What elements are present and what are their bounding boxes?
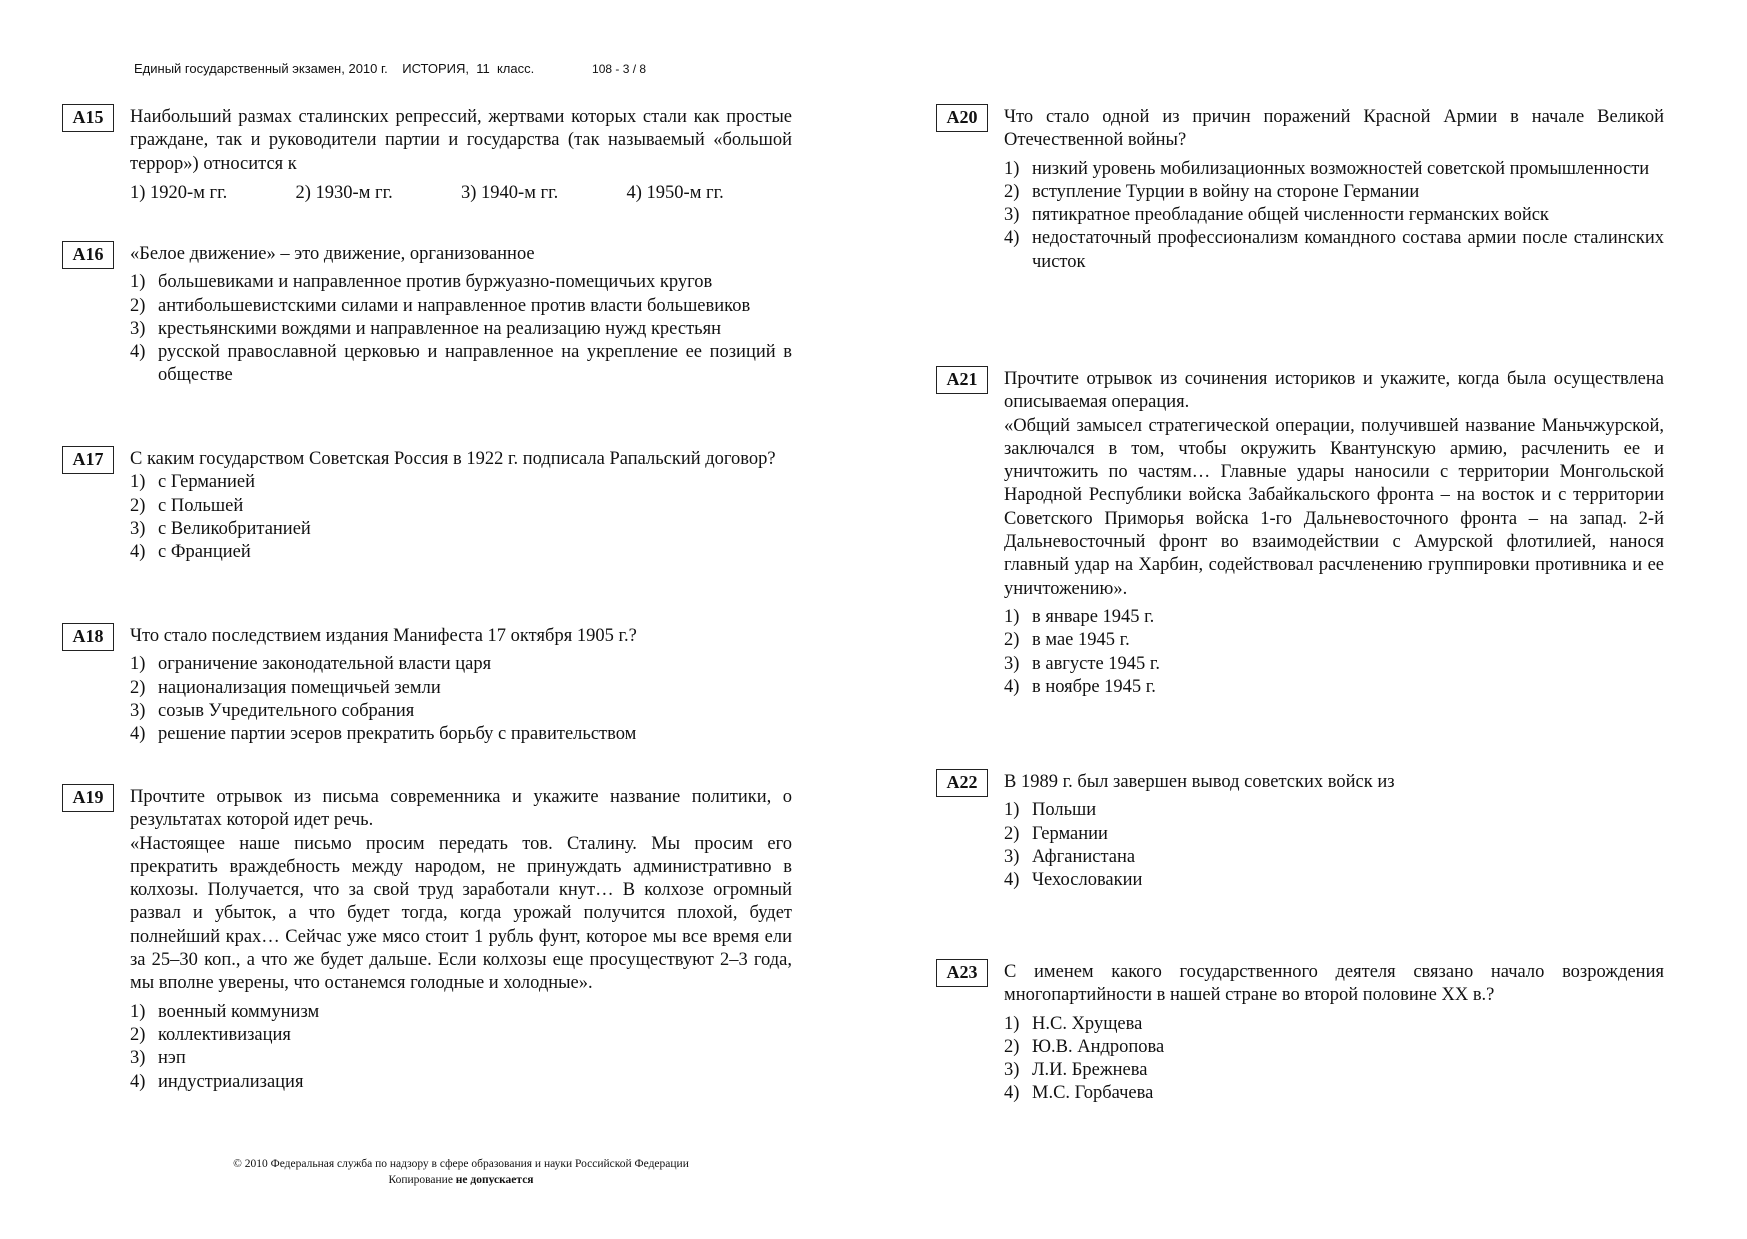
option: 3) 1940-м гг. xyxy=(461,182,559,203)
options-list xyxy=(1004,158,1664,274)
option: 1) низкий уровень мобилизационных возможностей советской промышленности xyxy=(1004,158,1650,179)
option: 4) Чехословакии xyxy=(1004,870,1143,891)
copyright-text: © 2010 Федеральная служба по надзору в сфере образования и науки Российской Федерации xyxy=(233,1158,689,1170)
options-list xyxy=(130,271,792,387)
option: 3) нэп xyxy=(130,1048,186,1069)
question-body xyxy=(130,243,792,388)
question-text: В 1989 г. был завершен вывод советских войск из xyxy=(1004,772,1395,792)
question-number: A16 xyxy=(62,241,114,269)
exam-title: Единый государственный экзамен, 2010 г. xyxy=(134,61,388,76)
options-list xyxy=(130,1001,792,1094)
option: 1) 1920-м гг. xyxy=(130,182,228,203)
option: 2) Германии xyxy=(1004,823,1108,844)
option: 3) с Великобританией xyxy=(130,518,311,539)
page-footer xyxy=(196,1156,726,1188)
question-number: A19 xyxy=(62,784,114,812)
question-number: A18 xyxy=(62,623,114,651)
question-number: A15 xyxy=(62,104,114,132)
question-text: Что стало одной из причин поражений Красной Армии в начале Великой Отечественной войны? xyxy=(1004,107,1664,151)
option: 4) решение партии эсеров прекратить борьбу с правительством xyxy=(130,724,637,745)
option: 2) национализация помещичьей земли xyxy=(130,677,441,698)
options-list xyxy=(130,471,792,564)
question-quote: «Общий замысел стратегической операции, получившей название Маньчжурской, заключался в том, чтобы окружить Квантунскую армию, расчленить ее и уничтожить по частям… Главные удары наносили с территории Монгольской Народной Республики войска Забайкальского фронта – на восток и с территории Советского Приморья войска 1-го Дальневосточного фронта – на запад. 2-й Дальневосточный фронт во взаимодействии с Амурской флотилией, нанося главный удар на Харбин, содействовал расчленению группировки противника и ее уничтожению». xyxy=(1004,415,1664,599)
options-list xyxy=(1004,606,1664,699)
option: 1) Н.С. Хрущева xyxy=(1004,1013,1143,1034)
question-text: Прочтите отрывок из письма современника и укажите название политики, о результатах которой идет речь. xyxy=(130,787,792,831)
copy-notice: Копирование не допускается xyxy=(388,1174,534,1186)
question-number: A22 xyxy=(936,769,988,797)
question-body xyxy=(130,786,792,1094)
options-list xyxy=(1004,799,1664,892)
question-body xyxy=(1004,961,1664,1106)
option: 4) М.С. Горбачева xyxy=(1004,1083,1154,1104)
option: 3) пятикратное преобладание общей численности германских войск xyxy=(1004,205,1549,226)
options-list xyxy=(130,182,792,205)
option: 2) в мае 1945 г. xyxy=(1004,630,1130,651)
question-body xyxy=(1004,368,1664,699)
option: 4) недостаточный профессионализм командного состава армии после сталинских чисток xyxy=(1004,228,1664,272)
option: 2) с Польшей xyxy=(130,495,244,516)
question-number: A23 xyxy=(936,959,988,987)
option: 2) 1930-м гг. xyxy=(295,182,393,203)
option: 1) большевиками и направленное против буржуазно-помещичьих кругов xyxy=(130,272,713,293)
question-number: A21 xyxy=(936,366,988,394)
page-number: 108 - 3 / 8 xyxy=(592,62,647,76)
option: 4) индустриализация xyxy=(130,1071,304,1092)
option: 4) с Францией xyxy=(130,542,251,563)
question-body xyxy=(1004,771,1664,892)
question-number: A17 xyxy=(62,446,114,474)
option: 3) созыв Учредительного собрания xyxy=(130,700,415,721)
option: 2) Ю.В. Андропова xyxy=(1004,1036,1165,1057)
option: 3) Афганистана xyxy=(1004,846,1136,867)
question-text: С каким государством Советская Россия в 1922 г. подписала Рапальский договор? xyxy=(130,449,776,469)
option: 4) русской православной церковью и направленное на укрепление ее позиций в обществе xyxy=(130,342,792,386)
option: 2) вступление Турции в войну на стороне Германии xyxy=(1004,181,1420,202)
option: 1) ограничение законодательной власти царя xyxy=(130,654,492,675)
option: 2) антибольшевистскими силами и направленное против власти большевиков xyxy=(130,295,751,316)
option: 3) крестьянскими вождями и направленное на реализацию нужд крестьян xyxy=(130,318,721,339)
option: 1) с Германией xyxy=(130,472,256,493)
question-text: С именем какого государственного деятеля связано начало возрождения многопартийности в нашей стране во второй половине XX в.? xyxy=(1004,962,1664,1006)
question-text: Прочтите отрывок из сочинения историков и укажите, когда была осуществлена описываемая операция. xyxy=(1004,369,1664,413)
question-text: Наибольший размах сталинских репрессий, жертвами которых стали как простые граждане, так и руководители партии и государства (так называемый «большой террор») относится к xyxy=(130,107,792,174)
question-number: A20 xyxy=(936,104,988,132)
question-body xyxy=(130,106,792,205)
option: 1) в январе 1945 г. xyxy=(1004,606,1155,627)
option: 3) Л.И. Брежнева xyxy=(1004,1060,1148,1081)
option: 3) в августе 1945 г. xyxy=(1004,653,1161,674)
question-body xyxy=(130,625,792,746)
option: 2) коллективизация xyxy=(130,1024,291,1045)
options-list xyxy=(1004,1013,1664,1106)
option: 1) военный коммунизм xyxy=(130,1001,320,1022)
question-quote: «Настоящее наше письмо просим передать тов. Сталину. Мы просим его прекратить враждебность между народом, не принуждать административно в колхозы. Получается, что за свой труд заработали кнут… В колхозе огромный развал и убыток, а что будет тогда, когда урожай получится плохой, будет полнейший крах… Сейчас уже мясо стоит 1 рубль фунт, которое мы все время ели за 25–30 коп., а что же будет дальше. Если колхозы еще просуществуют 2–3 года, мы вполне уверены, что останемся голодные и холодные». xyxy=(130,833,792,994)
options-list xyxy=(130,653,792,746)
option: 4) 1950-м гг. xyxy=(626,182,724,203)
page-header xyxy=(134,61,646,76)
option: 1) Польши xyxy=(1004,800,1097,821)
subject-title: ИСТОРИЯ, 11 класс. xyxy=(402,61,535,76)
question-body xyxy=(130,448,792,564)
question-text: Что стало последствием издания Манифеста 17 октября 1905 г.? xyxy=(130,626,637,646)
question-text: «Белое движение» – это движение, организованное xyxy=(130,244,535,264)
question-body xyxy=(1004,106,1664,274)
option: 4) в ноябре 1945 г. xyxy=(1004,676,1156,697)
